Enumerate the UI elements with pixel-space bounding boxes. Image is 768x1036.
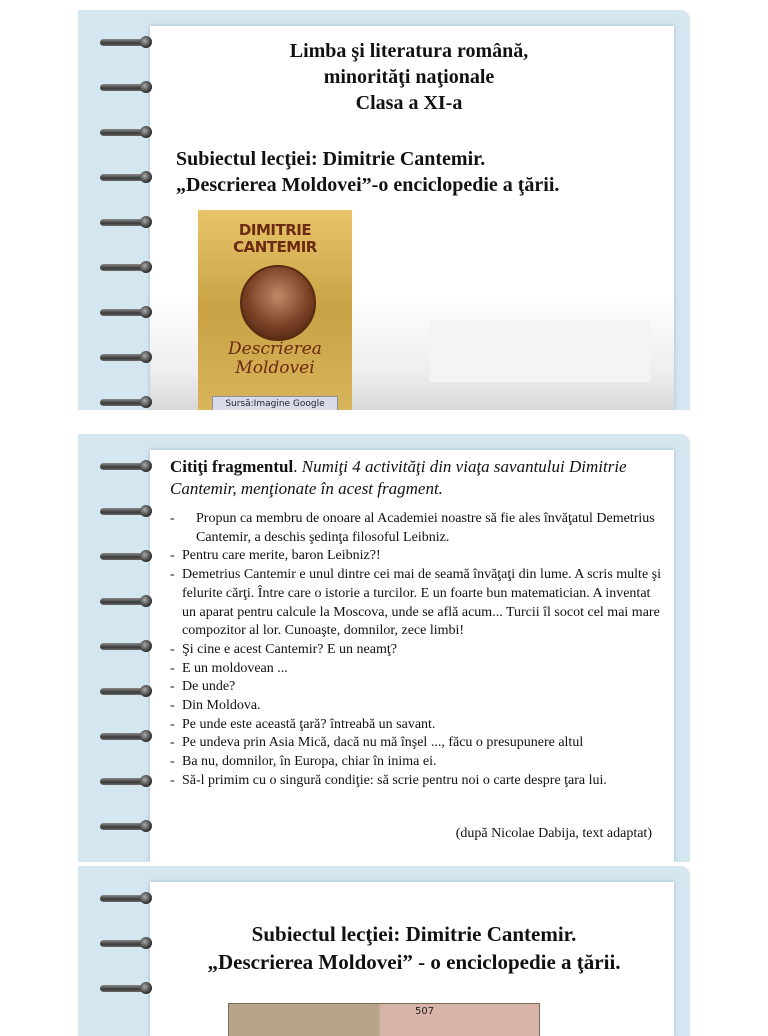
binding-ring: [96, 937, 152, 949]
dialogue-text: E un moldovean ...: [182, 660, 288, 676]
binding-ring: [96, 595, 152, 607]
binding-ring: [96, 640, 152, 652]
dash-bullet: -: [170, 660, 175, 676]
text-source: (după Nicolae Dabija, text adaptat): [455, 826, 652, 841]
book-author-line: CANTEMIR: [233, 238, 317, 256]
course-title-line: minorităţi naţionale: [323, 66, 495, 88]
binding-ring: [96, 505, 152, 517]
binding-ring: [96, 171, 152, 183]
dialogue-text: Ba nu, domnilor, în Europa, chiar în inima ei.: [182, 754, 437, 770]
binding-ring: [96, 216, 152, 228]
book-title: [204, 340, 346, 378]
manuscript-left-page: [229, 1004, 379, 1036]
binding-ring: [96, 36, 152, 48]
image-source-label: Sursă:Imagine Google: [212, 396, 338, 410]
page-number: 507: [415, 1006, 435, 1017]
task-instruction: [170, 456, 666, 500]
ring-cap: [140, 216, 152, 228]
ring-cap: [140, 982, 152, 994]
book-title-line: Descrierea: [228, 339, 322, 359]
binding-ring: [96, 685, 152, 697]
dash-bullet: -: [170, 772, 175, 788]
ring-cap: [140, 595, 152, 607]
binding-ring: [96, 775, 152, 787]
dialogue-line: [170, 697, 666, 716]
dialogue-text: Propun ca membru de onoare al Academiei noastre să fie ales învăţatul Demetrius Cantemir, a deschis şedinţa filosoful Leibniz.: [196, 511, 655, 545]
ring-cap: [140, 171, 152, 183]
lesson-subject-line: „Descrierea Moldovei”-o enciclopedie a ţării.: [176, 174, 560, 196]
ring-cap: [140, 820, 152, 832]
lesson-subject: [168, 920, 660, 976]
dash-bullet: -: [170, 567, 175, 583]
ring-cap: [140, 460, 152, 472]
binding-ring: [96, 460, 152, 472]
ring-cap: [140, 640, 152, 652]
slide-2: [78, 434, 690, 862]
lesson-subject-line: Subiectul lecţiei: Dimitrie Cantemir.: [251, 922, 577, 946]
binding-ring: [96, 396, 152, 408]
task-instruction-bold: Citiţi fragmentul: [170, 457, 294, 476]
dash-bullet: -: [170, 716, 175, 732]
ring-cap: [140, 730, 152, 742]
dialogue-line: [170, 734, 666, 753]
ring-cap: [140, 685, 152, 697]
slide-3: [78, 866, 690, 1036]
ring-cap: [140, 261, 152, 273]
course-title-line: Clasa a XI-a: [355, 92, 463, 114]
ring-cap: [140, 937, 152, 949]
dialogue-text: Pe unde este această ţară? întreabă un savant.: [182, 716, 436, 732]
dash-bullet: -: [170, 679, 175, 695]
dialogue-fragment: [170, 510, 666, 791]
ring-cap: [140, 892, 152, 904]
book-author: [198, 222, 352, 256]
dialogue-line: [170, 566, 666, 641]
task-instruction-separator: .: [293, 457, 302, 476]
ring-cap: [140, 81, 152, 93]
lesson-subject: [176, 146, 670, 198]
book-title-line: Moldovei: [235, 358, 315, 378]
lesson-subject-line: Subiectul lecţiei: Dimitrie Cantemir.: [176, 148, 486, 170]
dialogue-line: [170, 753, 666, 772]
manuscript-image: [228, 1003, 540, 1036]
course-title: [168, 38, 650, 116]
ring-cap: [140, 126, 152, 138]
binding-ring: [96, 351, 152, 363]
lesson-subject-line: „Descrierea Moldovei” - o enciclopedie a ţării.: [207, 950, 621, 974]
dialogue-text: De unde?: [182, 679, 236, 695]
binding-ring: [96, 550, 152, 562]
dash-bullet: -: [170, 548, 175, 564]
task-instruction-italic: Numiţi 4 activităţi din viaţa savantului Dimitrie Cantemir, menţionate în acest fragment.: [170, 457, 627, 498]
dialogue-line: [170, 510, 666, 547]
ring-cap: [140, 550, 152, 562]
binding-ring: [96, 126, 152, 138]
ring-cap: [140, 505, 152, 517]
binding-ring: [96, 892, 152, 904]
dash-bullet: -: [170, 735, 175, 751]
manuscript-right-page: [381, 1004, 539, 1036]
book-author-line: DIMITRIE: [238, 221, 312, 239]
dialogue-text: Demetrius Cantemir e unul dintre cei mai de seamă învăţaţi din lume. A scris multe şi felurite cărţi. Între care o istorie a turcilor. E un foarte bun matematician. A inventat un aparat pentru calcule la Moscova, unde se află acum... Turcii îl socot cel mai mare compozitor al lor. Cunoaşte, domnilor, zece limbi!: [182, 567, 661, 639]
binding-ring: [96, 306, 152, 318]
dash-bullet: -: [170, 698, 175, 714]
dialogue-text: Pe undeva prin Asia Mică, dacă nu mă înşel ..., făcu o presupunere altul: [182, 735, 584, 751]
binding-ring: [96, 982, 152, 994]
binding-ring: [96, 820, 152, 832]
dialogue-line: [170, 660, 666, 679]
dialogue-text: Şi cine e acest Cantemir? E un neamţ?: [182, 641, 397, 657]
dialogue-line: [170, 716, 666, 735]
ring-cap: [140, 351, 152, 363]
spiral-binding: [96, 434, 156, 862]
ring-cap: [140, 36, 152, 48]
binding-ring: [96, 261, 152, 273]
binding-ring: [96, 81, 152, 93]
portrait-image: [240, 265, 316, 341]
course-title-line: Limba şi literatura română,: [289, 40, 529, 62]
spiral-binding: [96, 866, 156, 1036]
dialogue-line: [170, 547, 666, 566]
dialogue-line: [170, 678, 666, 697]
slide-1: [78, 10, 690, 410]
ring-cap: [140, 396, 152, 408]
dialogue-text: Din Moldova.: [182, 698, 261, 714]
ring-cap: [140, 306, 152, 318]
dialogue-line: [170, 772, 666, 791]
dash-bullet: -: [170, 754, 175, 770]
book-cover-image: [198, 210, 352, 410]
binding-ring: [96, 730, 152, 742]
dialogue-text: Pentru care merite, baron Leibniz?!: [182, 548, 381, 564]
empty-box: [430, 320, 650, 382]
dash-bullet: -: [170, 641, 175, 657]
ring-cap: [140, 775, 152, 787]
dialogue-line: [170, 641, 666, 660]
dash-bullet: -: [170, 511, 175, 526]
dialogue-text: Să-l primim cu o singură condiţie: să scrie pentru noi o carte despre ţara lui.: [182, 772, 607, 788]
spiral-binding: [96, 10, 156, 410]
